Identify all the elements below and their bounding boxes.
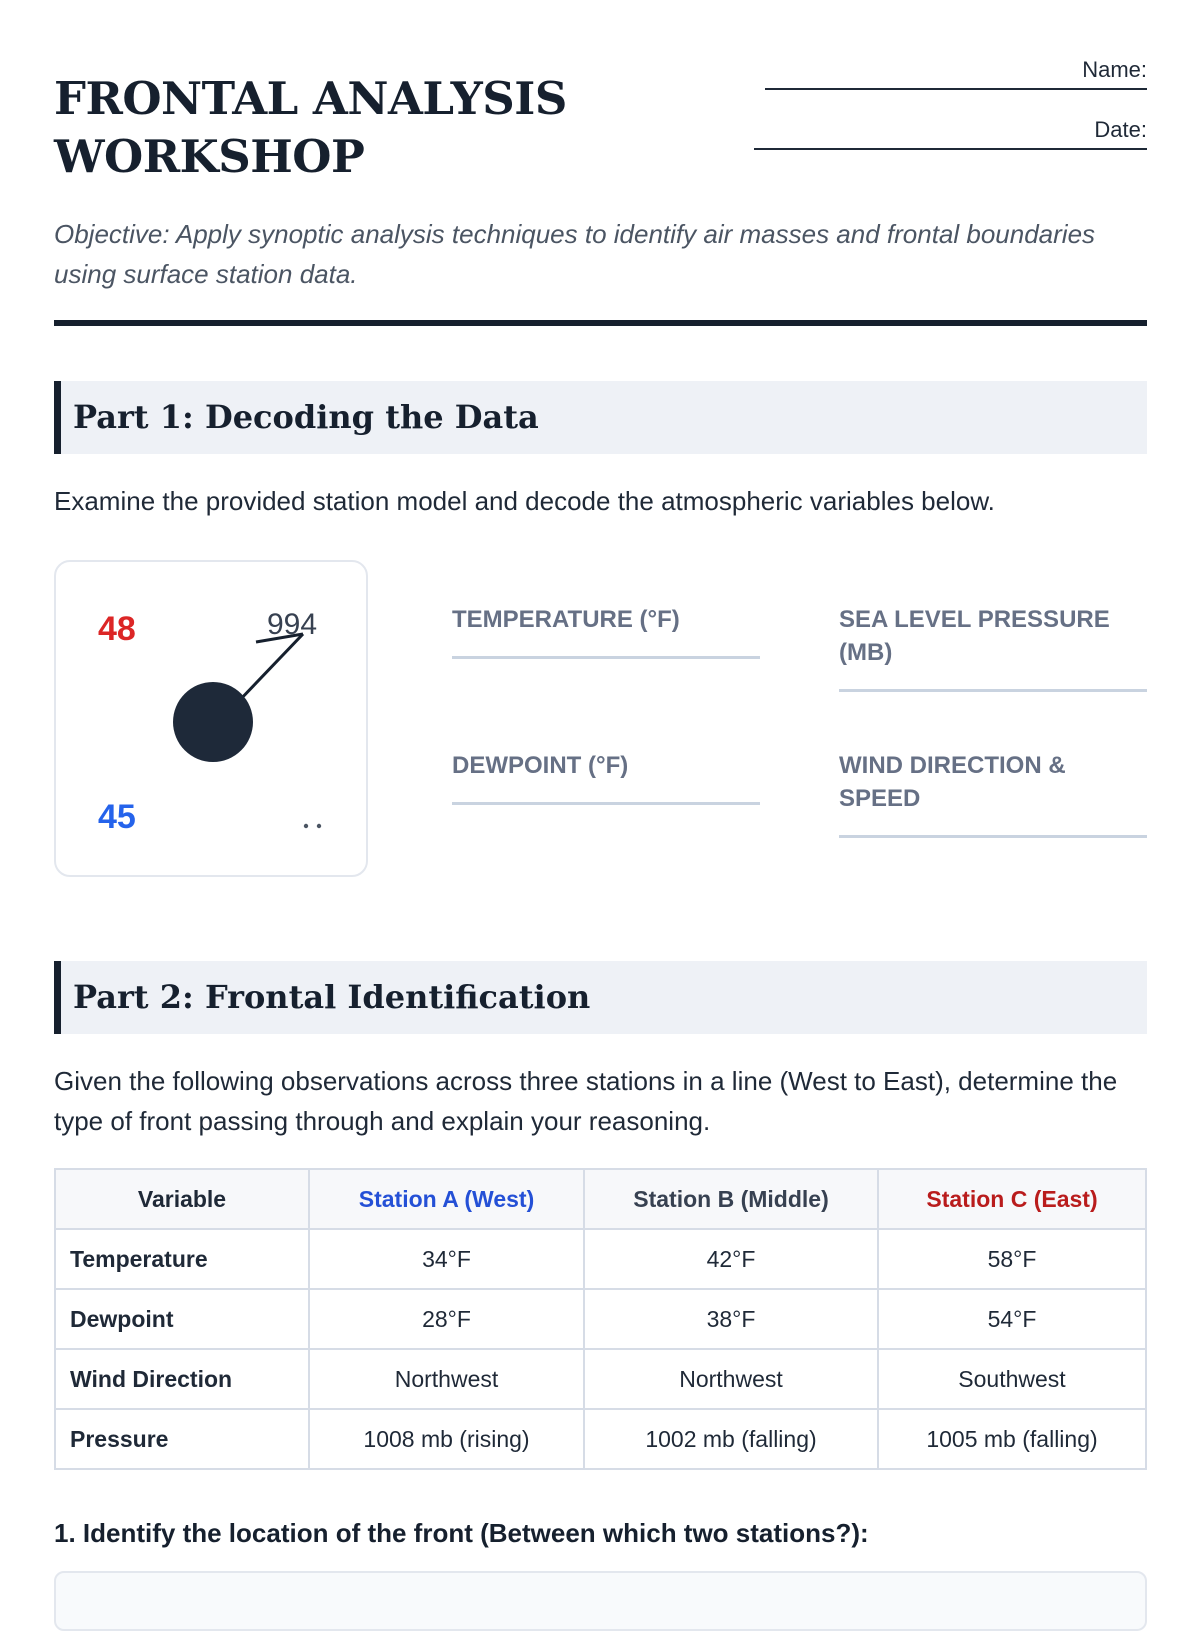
title-line-1: FRONTAL ANALYSIS xyxy=(54,72,567,125)
row-label: Wind Direction xyxy=(55,1349,309,1409)
part1-intro: Examine the provided station model and decode the atmospheric variables below. xyxy=(54,486,995,516)
wind-answer-line[interactable] xyxy=(839,835,1147,838)
name-label: Name: xyxy=(1082,57,1147,82)
pressure-field-label: SEA LEVEL PRESSURE (MB) xyxy=(839,606,1110,666)
row-label: Dewpoint xyxy=(55,1289,309,1349)
wind-field[interactable] xyxy=(839,749,1147,838)
table-row xyxy=(55,1229,1146,1289)
table-row xyxy=(55,1289,1146,1349)
student-meta xyxy=(727,52,1147,150)
station-model xyxy=(54,560,368,877)
pressure-answer-line[interactable] xyxy=(839,689,1147,692)
title-line-2: WORKSHOP xyxy=(54,130,365,183)
wind-field-label: WIND DIRECTION & SPEED xyxy=(839,752,1066,812)
weather-dot-2 xyxy=(317,824,321,828)
name-field[interactable] xyxy=(765,88,1147,90)
cell-station-b: 1002 mb (falling) xyxy=(584,1409,878,1469)
station-pressure: 994 xyxy=(267,608,318,641)
table-header-row xyxy=(55,1169,1146,1229)
part2-heading xyxy=(54,961,1147,1034)
cell-station-a: Northwest xyxy=(309,1349,584,1409)
part2-heading-text: Part 2: Frontal Identification xyxy=(73,978,591,1016)
part2-intro: Given the following observations across three stations in a line (West to East), determine the type of front passing through and explain your reasoning. xyxy=(54,1066,1118,1136)
date-field[interactable] xyxy=(754,148,1147,150)
row-label: Pressure xyxy=(55,1409,309,1469)
question-1-answer-box[interactable] xyxy=(54,1571,1147,1631)
temperature-answer-line[interactable] xyxy=(452,656,760,659)
observations-table xyxy=(54,1168,1147,1470)
temperature-field-label: TEMPERATURE (°F) xyxy=(452,606,680,633)
table-row xyxy=(55,1349,1146,1409)
row-label: Temperature xyxy=(55,1229,309,1289)
wind-barb-shaft xyxy=(237,634,303,703)
station-dewpoint: 45 xyxy=(98,798,136,836)
cell-station-a: 34°F xyxy=(309,1229,584,1289)
cell-station-b: Northwest xyxy=(584,1349,878,1409)
header-station-a: Station A (West) xyxy=(309,1169,584,1229)
question-1: 1. Identify the location of the front (Between which two stations?): xyxy=(54,1518,869,1548)
station-temperature: 48 xyxy=(98,610,136,648)
cell-station-b: 42°F xyxy=(584,1229,878,1289)
cell-station-a: 1008 mb (rising) xyxy=(309,1409,584,1469)
dewpoint-field[interactable] xyxy=(452,749,760,805)
table-row xyxy=(55,1409,1146,1469)
dewpoint-answer-line[interactable] xyxy=(452,802,760,805)
header-station-b: Station B (Middle) xyxy=(584,1169,878,1229)
cell-station-a: 28°F xyxy=(309,1289,584,1349)
cell-station-c: 58°F xyxy=(878,1229,1146,1289)
cell-station-c: Southwest xyxy=(878,1349,1146,1409)
objective-text: Objective: Apply synoptic analysis techniques to identify air masses and frontal boundaries using surface station data. xyxy=(54,219,1096,289)
part1-heading-text: Part 1: Decoding the Data xyxy=(73,398,539,436)
cell-station-c: 1005 mb (falling) xyxy=(878,1409,1146,1469)
pressure-field[interactable] xyxy=(839,603,1147,692)
header-station-c: Station C (East) xyxy=(878,1169,1146,1229)
cell-station-c: 54°F xyxy=(878,1289,1146,1349)
weather-dot-1 xyxy=(304,824,308,828)
temperature-field[interactable] xyxy=(452,603,760,659)
cell-station-b: 38°F xyxy=(584,1289,878,1349)
header-variable: Variable xyxy=(55,1169,309,1229)
sky-cover-circle xyxy=(173,682,253,762)
date-label: Date: xyxy=(1094,117,1147,142)
dewpoint-field-label: DEWPOINT (°F) xyxy=(452,752,629,779)
page-title xyxy=(54,70,694,186)
part1-heading xyxy=(54,381,1147,454)
header-divider xyxy=(54,320,1147,326)
